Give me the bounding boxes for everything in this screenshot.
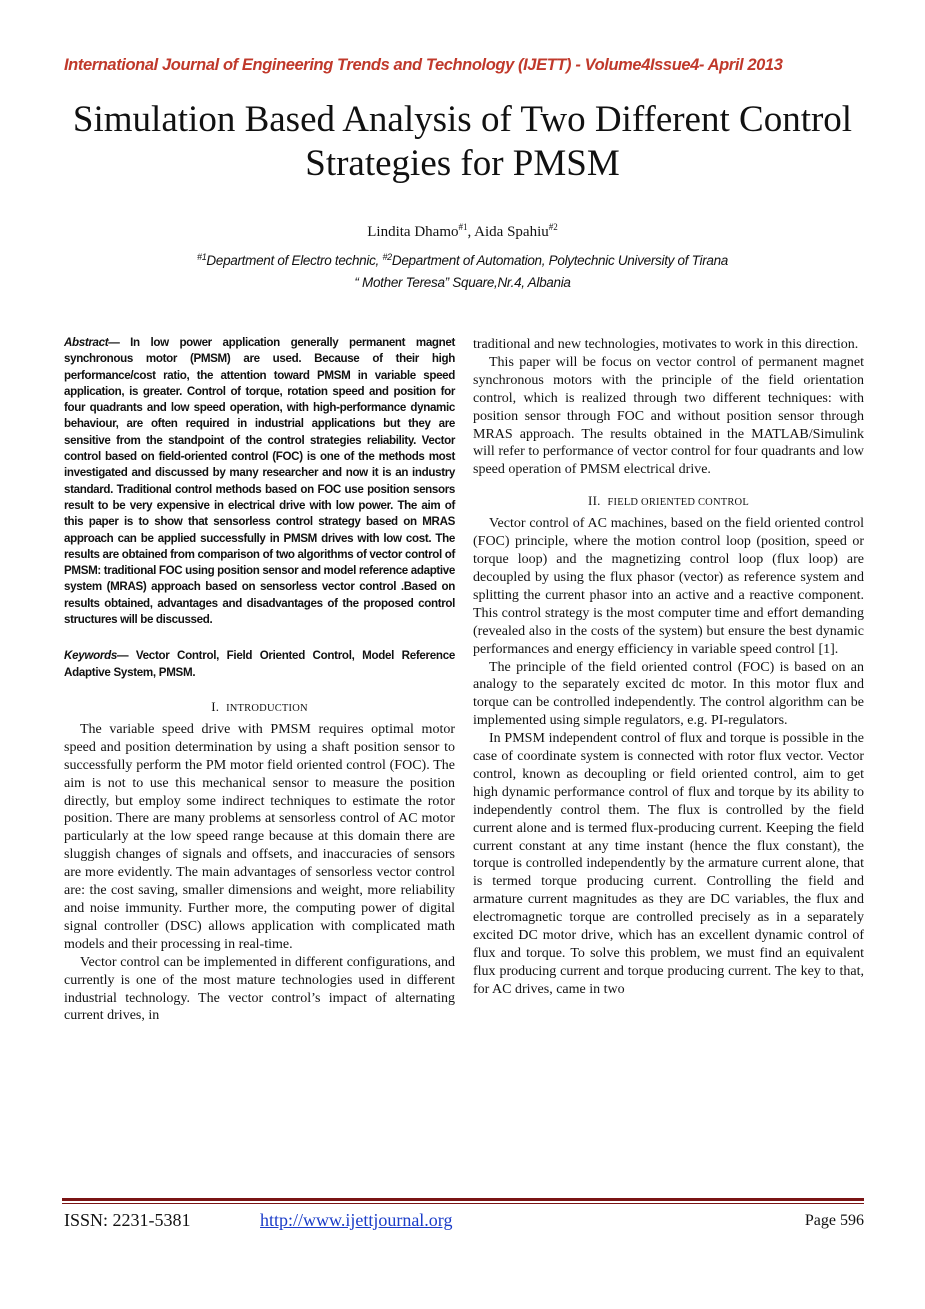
footer-journal-link[interactable]: http://www.ijettjournal.org — [260, 1210, 453, 1230]
keywords-lead: Keywords — [64, 649, 118, 663]
affil-1-mark: #1 — [196, 252, 207, 262]
foc-paragraph-2: The principle of the field oriented control (FOC) is based on an analogy to the separately excited dc motor. In this motor flux and torque can be controlled independently. The control algorithm can be implemented using simple regulators, e.g. PI-regulators. — [473, 659, 864, 729]
affil-2-text: Department of Automation, Polytechnic University of Tirana — [391, 253, 729, 268]
abstract-lead: Abstract — [64, 336, 109, 349]
author-1: Lindita Dhamo — [367, 224, 459, 240]
keywords-text: — Vector Control, Field Oriented Control, Model Reference Adaptive System, PMSM. — [64, 649, 455, 679]
footer-page-number: Page 596 — [804, 1212, 864, 1229]
keywords — [64, 648, 455, 681]
page-footer — [64, 1210, 864, 1234]
intro-paragraph-1: The variable speed drive with PMSM requires optimal motor speed and position determination by using a shaft position sensor to successfully perform the PM motor field oriented control (FOC). The aim is not to use this mechanical sensor to measure the position directly, but employ some indirect techniques to estimate the rotor position. There are many problems at sensorless control of AC motor particularly at the low speed range because at this domain there are sluggish changes of signals and offsets, and inaccuracies of sensors are more evidently. The main advantages of sensorless vector control are: the cost saving, smaller dimensions and weight, more reliability and noise immunity. Further more, the computing power of digital signal controller (DSC) allows application with complicated math models and their processing in real-time. — [64, 721, 455, 952]
footer-rule-thin — [62, 1203, 864, 1204]
section-title: INTRODUCTION — [226, 702, 308, 714]
paper-title — [40, 98, 885, 186]
affil-2-mark: #2 — [382, 252, 392, 262]
foc-paragraph-1: Vector control of AC machines, based on the field oriented control (FOC) principle, where the motion control loop (position, speed or torque loop) and the magnetizing control loop (flux loop) are decoupled by using the flux phasor (vector) as reference system and splitting the current phasor into an active and a reactive component. This control strategy is the most computer time and effort demanding (revealed also in the costs of the system) but ensure the best dynamic performances and energy efficiency in variable speed control [1]. — [473, 516, 864, 657]
intro-paragraph-continued: traditional and new technologies, motivates to work in this direction. — [473, 337, 859, 352]
journal-header: International Journal of Engineering Trends and Technology (IJETT) - Volume4Issue4- April 2013 — [64, 56, 783, 74]
intro-paragraph-3: This paper will be focus on vector control of permanent magnet synchronous motors with the principle of the field orientation control, which is realized through two different techniques: with position sensor through FOC and without position sensor through MRAS approach. The results obtained in the MATLAB/Simulink will refer to performance of vector control for four quadrants and low speed operation of PMSM electrical drive. — [473, 354, 864, 478]
section-heading-field-oriented-control — [473, 493, 864, 509]
foc-paragraph-3: In PMSM independent control of flux and torque is possible in the case of coordinate system is connected with rotor flux vector. Vector control, known as decoupling or field oriented control, aim to get high dynamic performance control of flux and torque by its ability to independently control them. The flux is controlled by the field current alone and is termed flux-producing current. Keeping the field current constant at any time instant (hence the flux constant), the torque is controlled independently by the armature current alone, that is termed torque producing current. Controlling the field and armature current magnitudes as they are DC variables, the flux and electromagnetic torque are controlled precisely as in a separately excited DC motor drive, which has an excellent dynamic control of flux and torque. To solve this problem, we must find an equivalent flux producing current and torque producing current. The key to that, for AC drives, came in two — [473, 731, 864, 997]
author-separator: , — [467, 224, 475, 240]
abstract — [64, 335, 455, 628]
author-list — [0, 222, 925, 241]
affiliation-line — [0, 252, 925, 268]
author-2: Aida Spahiu — [474, 224, 549, 240]
affil-1-text: Department of Electro technic, — [206, 253, 383, 268]
left-column — [64, 335, 455, 1025]
abstract-text: — In low power application generally permanent magnet synchronous motor (PMSM) are used. Because of their high performance/cost ratio, the attention toward PMSM in variable speed application, is greater. Control of torque, rotation speed and position for four quadrants and low speed operation, with high-performance dynamic behaviour, are often required in industrial applications but they are sensitive from the standpoint of the control strategies reliability. Vector control based on field-oriented control (FOC) is one of the methods most investigated and discussed by many researcher and now it is an industry standard. Traditional control methods based on FOC use position sensors result to be very expensive in electrical drive with low power. The aim of this paper is to show that sensorless control strategy based on MRAS approach can be applied successfully in PMSM drives with low cost. The results are obtained from comparison of two algorithms of vector control of PMSM: traditional FOC using position sensor and model reference adaptive system (MRAS) approach based on sensorless vector control .Based on results obtained, advantages and disadvantages of the proposed control structures will be discussed. — [64, 336, 455, 627]
section-heading-introduction — [64, 699, 455, 715]
right-column — [473, 336, 864, 999]
footer-rule — [62, 1198, 864, 1201]
author-1-affil-mark: #1 — [458, 222, 468, 232]
title-line-1: Simulation Based Analysis of Two Different Control — [72, 99, 853, 140]
section-number: II. — [588, 493, 601, 509]
title-line-2: Strategies for PMSM — [305, 143, 620, 184]
section-title: FIELD ORIENTED CONTROL — [607, 497, 749, 509]
footer-issn: ISSN: 2231-5381 — [64, 1210, 191, 1230]
affiliation-address: “ Mother Teresa” Square,Nr.4, Albania — [354, 275, 571, 290]
section-number: I. — [211, 698, 220, 714]
author-2-affil-mark: #2 — [548, 222, 558, 232]
intro-paragraph-2: Vector control can be implemented in different configurations, and currently is one of the most mature technologies used in different industrial technology. The vector control’s impact of alternating current drives, in — [64, 954, 455, 1024]
